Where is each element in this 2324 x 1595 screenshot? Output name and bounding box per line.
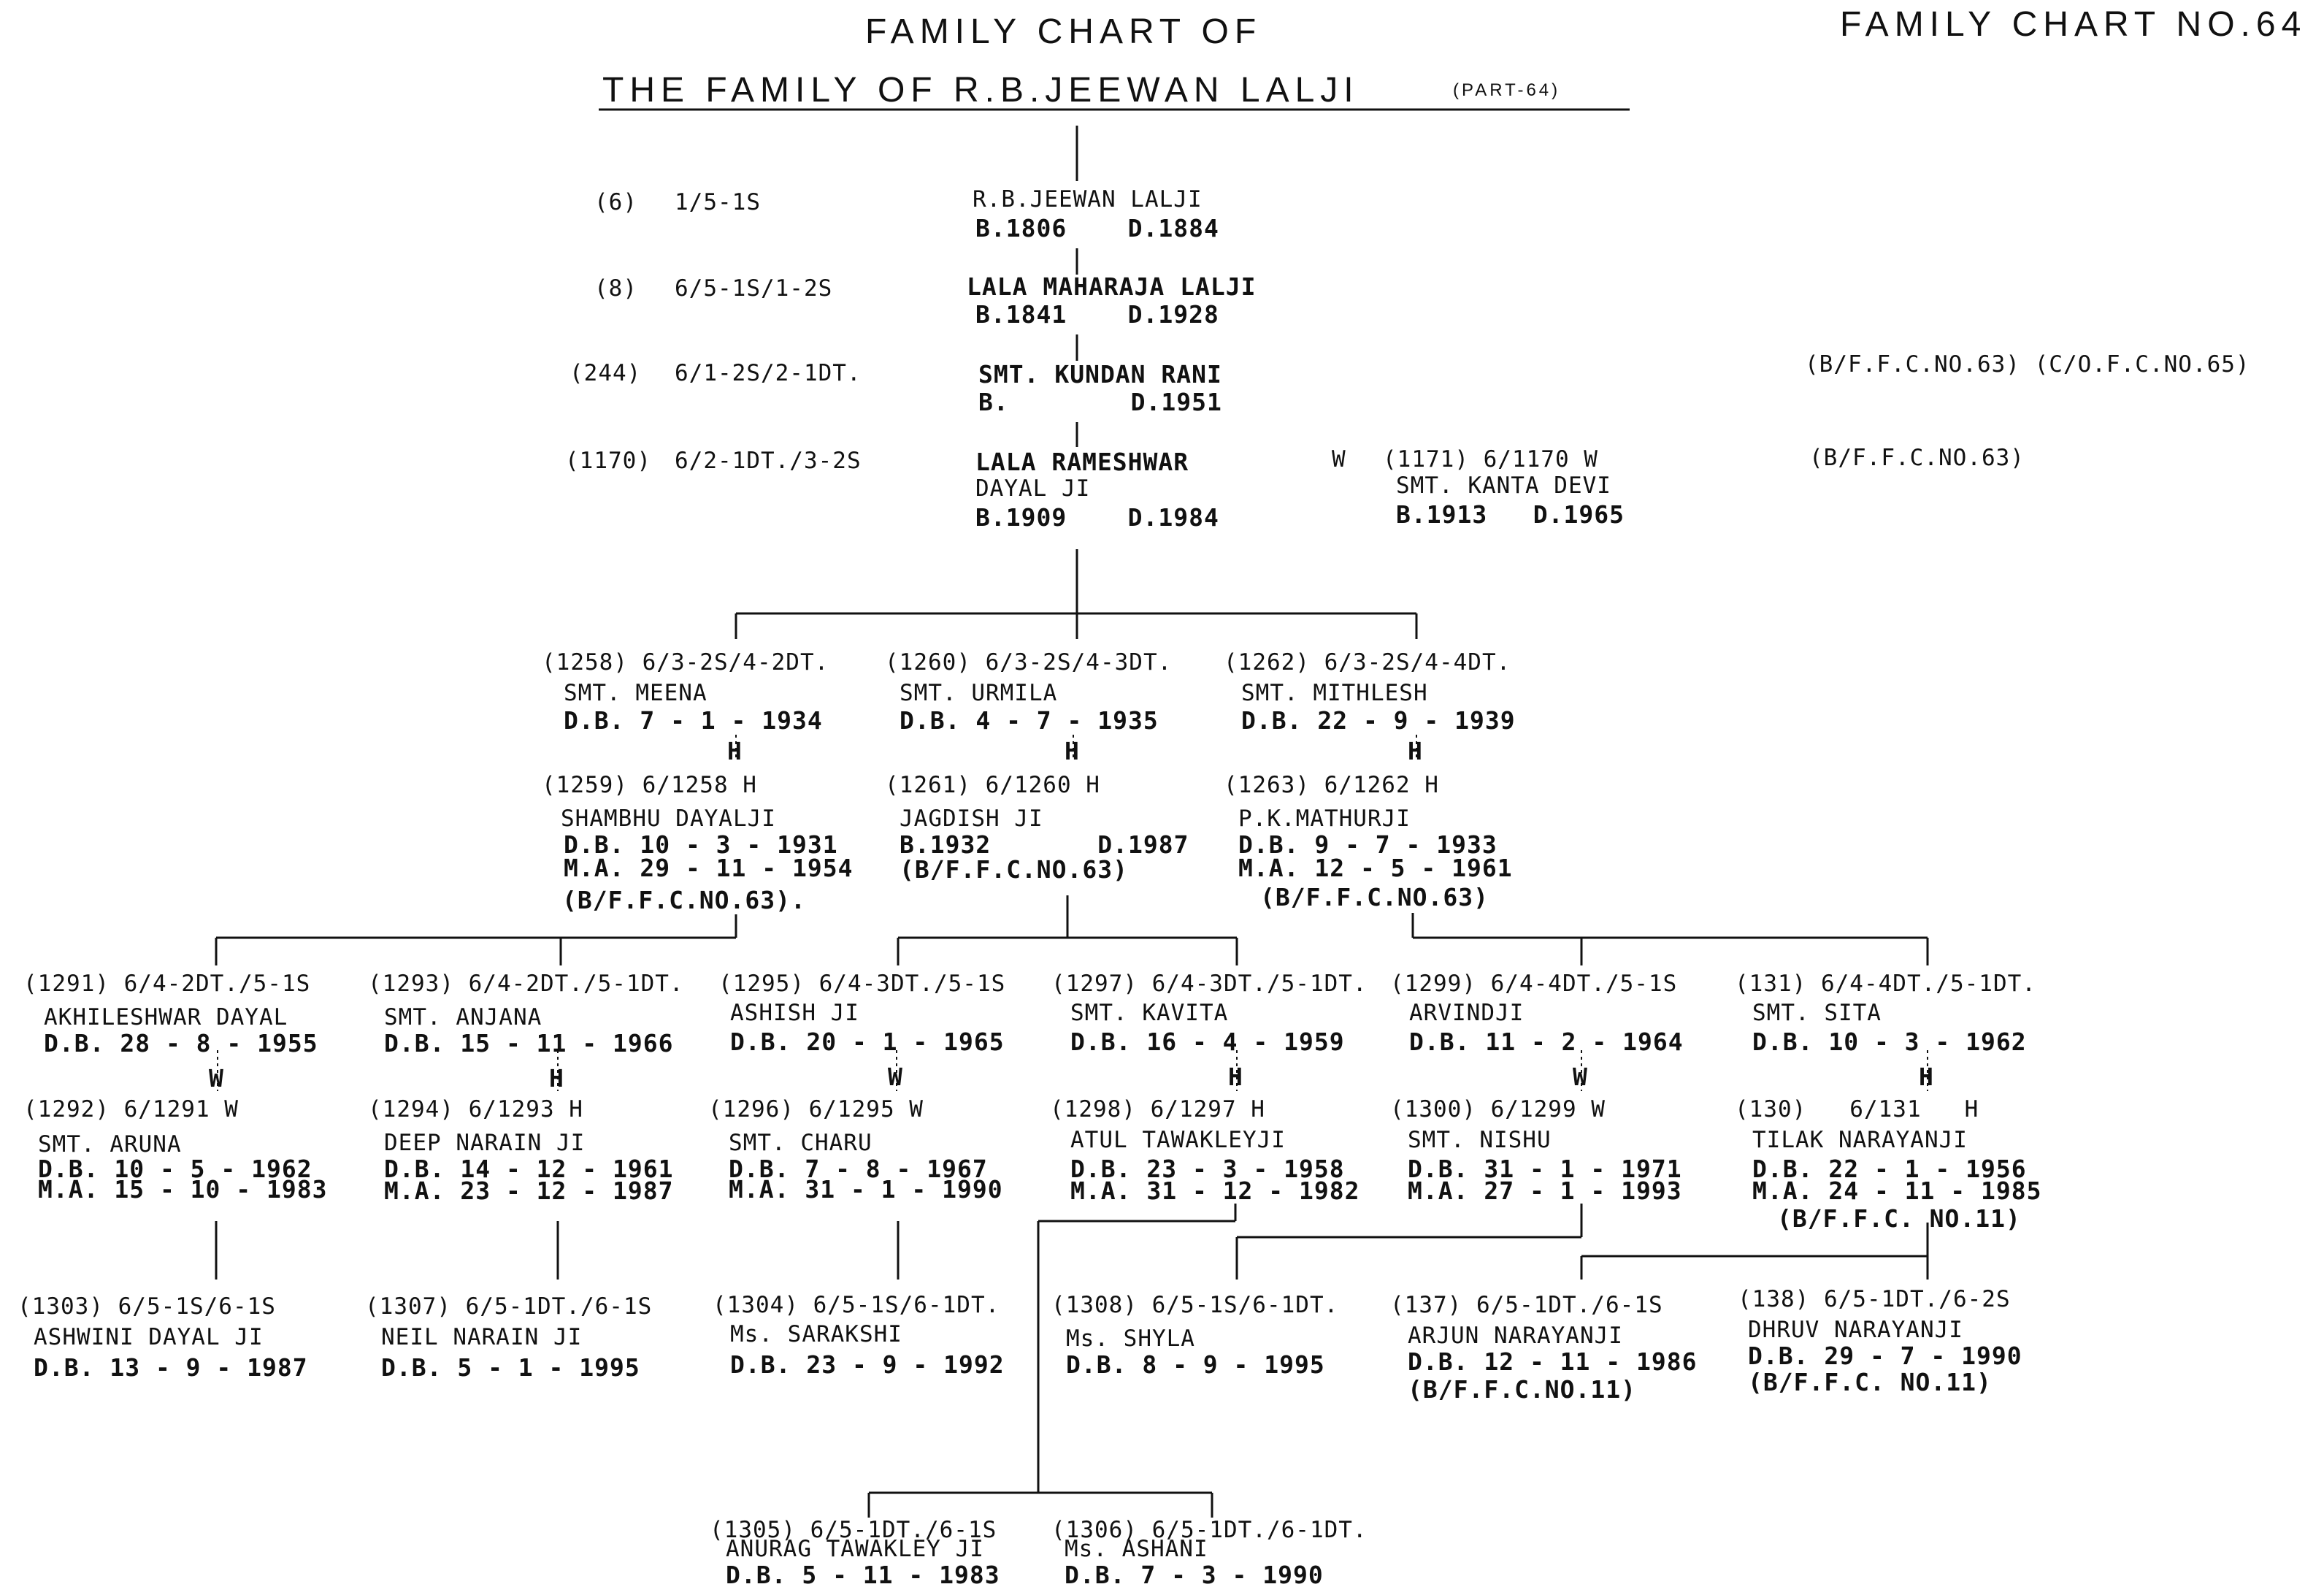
person-dob: D.B. 14 - 12 - 1961	[384, 1155, 674, 1183]
person-name: SMT. NISHU	[1408, 1127, 1552, 1153]
person-heading: (1304) 6/5-1S/6-1DT.	[713, 1292, 1000, 1318]
person-dob: D.B. 8 - 9 - 1995	[1066, 1350, 1325, 1379]
person-dob: D.B. 20 - 1 - 1965	[730, 1028, 1005, 1056]
person-heading: (1295) 6/4-3DT./5-1S	[718, 971, 1006, 997]
person-name: SHAMBHU DAYALJI	[561, 806, 776, 832]
person-name: Ms. ASHANI	[1065, 1536, 1208, 1562]
person-name: JAGDISH JI	[900, 806, 1043, 832]
person-dob: D.B. 16 - 4 - 1959	[1070, 1028, 1345, 1056]
cross-reference: (B/F.F.C. NO.11)	[1748, 1368, 1992, 1396]
person-dob: D.B. 15 - 11 - 1966	[384, 1029, 674, 1057]
person-marriage: M.A. 31 - 12 - 1982	[1070, 1177, 1360, 1205]
person-name: ARJUN NARAYANJI	[1408, 1323, 1623, 1349]
person-dates: B.1932 D.1987	[900, 830, 1189, 859]
person-dates: B.1806 D.1884	[975, 214, 1219, 242]
husband-marker: H	[1408, 737, 1423, 765]
person-dob: D.B. 23 - 3 - 1958	[1070, 1155, 1345, 1183]
person-code: 6/1-2S/2-1DT.	[675, 360, 862, 386]
person-heading: (1258) 6/3-2S/4-2DT.	[542, 649, 829, 676]
person-name: LALA MAHARAJA LALJI	[967, 272, 1257, 301]
person-heading: (137) 6/5-1DT./6-1S	[1390, 1292, 1663, 1318]
person-heading: (1308) 6/5-1S/6-1DT.	[1051, 1292, 1339, 1318]
person-heading: (130) 6/131 H	[1735, 1096, 1979, 1122]
person-name: SMT. KAVITA	[1070, 1000, 1229, 1026]
person-heading: (1260) 6/3-2S/4-3DT.	[885, 649, 1173, 676]
person-dob: D.B. 7 - 3 - 1990	[1065, 1561, 1324, 1589]
cross-reference: (B/F.F.C.NO.63)	[900, 855, 1129, 884]
cross-reference: (B/F.F.C. NO.11)	[1777, 1204, 2021, 1233]
person-heading: (1171) 6/1170 W	[1383, 446, 1598, 473]
person-name-line-2: DAYAL JI	[975, 475, 1091, 502]
person-name: Ms. SARAKSHI	[730, 1321, 902, 1347]
person-dob: D.B. 31 - 1 - 1971	[1408, 1155, 1682, 1183]
person-marriage: M.A. 24 - 11 - 1985	[1752, 1177, 2042, 1205]
person-dob: D.B. 12 - 11 - 1986	[1408, 1347, 1698, 1376]
person-name: R.B.JEEWAN LALJI	[973, 186, 1203, 213]
person-marriage: M.A. 15 - 10 - 1983	[38, 1175, 328, 1204]
person-heading: (1306) 6/5-1DT./6-1DT.	[1051, 1517, 1368, 1543]
wife-marker: W	[888, 1063, 903, 1091]
person-id: (6)	[594, 189, 637, 215]
person-name: ASHISH JI	[730, 1000, 859, 1026]
person-heading: (1300) 6/1299 W	[1390, 1096, 1606, 1122]
person-heading: (1259) 6/1258 H	[542, 772, 757, 798]
person-dates: B. D.1951	[978, 388, 1222, 416]
person-dob: D.B. 7 - 1 - 1934	[564, 706, 823, 735]
husband-marker: H	[1919, 1063, 1934, 1091]
person-heading: (131) 6/4-4DT./5-1DT.	[1735, 971, 2036, 997]
cross-reference: (B/F.F.C.NO.11)	[1408, 1375, 1637, 1404]
person-marriage: M.A. 29 - 11 - 1954	[564, 854, 854, 882]
person-dob: D.B. 29 - 7 - 1990	[1748, 1342, 2022, 1370]
person-name: LALA RAMESHWAR	[975, 448, 1189, 476]
person-id: (244)	[570, 360, 642, 386]
person-name: SMT. KUNDAN RANI	[978, 360, 1222, 389]
wife-marker: W	[209, 1064, 224, 1093]
person-name: DHRUV NARAYANJI	[1748, 1317, 1963, 1343]
husband-marker: H	[727, 737, 743, 765]
person-name: AKHILESHWAR DAYAL	[44, 1004, 288, 1030]
chart-title-line-1: FAMILY CHART OF	[865, 12, 1262, 51]
husband-marker: H	[1228, 1063, 1243, 1091]
person-code: 6/5-1S/1-2S	[675, 275, 833, 302]
person-dates: B.1909 D.1984	[975, 503, 1219, 532]
person-name: P.K.MATHURJI	[1238, 806, 1411, 832]
cross-reference: (B/F.F.C.NO.63)	[1260, 883, 1489, 911]
person-dob: D.B. 13 - 9 - 1987	[34, 1353, 308, 1382]
person-id: (8)	[594, 275, 637, 302]
person-heading: (1262) 6/3-2S/4-4DT.	[1224, 649, 1511, 676]
person-heading: (1294) 6/1293 H	[368, 1096, 583, 1122]
husband-marker: H	[549, 1064, 564, 1093]
person-code: 1/5-1S	[675, 189, 761, 215]
person-name: TILAK NARAYANJI	[1752, 1127, 1968, 1153]
person-name: SMT. CHARU	[729, 1130, 873, 1156]
person-name: SMT. ANJANA	[384, 1004, 542, 1030]
person-dob: D.B. 22 - 9 - 1939	[1241, 706, 1516, 735]
cross-reference: (B/F.F.C.NO.63) (C/O.F.C.NO.65)	[1805, 351, 2250, 378]
chart-part-label: (PART-64)	[1453, 80, 1561, 100]
person-name: SMT. MEENA	[564, 680, 707, 706]
person-heading: (1298) 6/1297 H	[1050, 1096, 1265, 1122]
person-heading: (1305) 6/5-1DT./6-1S	[710, 1517, 997, 1543]
person-name: ANURAG TAWAKLEY JI	[726, 1536, 984, 1562]
person-dob: D.B. 28 - 8 - 1955	[44, 1029, 318, 1057]
person-heading: (138) 6/5-1DT./6-2S	[1738, 1286, 2011, 1312]
person-heading: (1261) 6/1260 H	[885, 772, 1100, 798]
cross-reference: (B/F.F.C.NO.63).	[562, 886, 806, 914]
person-heading: (1296) 6/1295 W	[708, 1096, 924, 1122]
relation-marker: W	[1332, 446, 1346, 473]
person-heading: (1307) 6/5-1DT./6-1S	[365, 1293, 653, 1320]
person-name: SMT. KANTA DEVI	[1396, 473, 1611, 499]
chart-title-line-2: THE FAMILY OF R.B.JEEWAN LALJI	[602, 71, 1359, 110]
person-dob: D.B. 22 - 1 - 1956	[1752, 1155, 2027, 1183]
person-dob: D.B. 23 - 9 - 1992	[730, 1350, 1005, 1379]
person-heading: (1303) 6/5-1S/6-1S	[18, 1293, 276, 1320]
person-marriage: M.A. 27 - 1 - 1993	[1408, 1177, 1682, 1205]
person-heading: (1263) 6/1262 H	[1224, 772, 1439, 798]
person-heading: (1293) 6/4-2DT./5-1DT.	[368, 971, 684, 997]
person-id: (1170)	[565, 448, 651, 474]
person-dob: D.B. 11 - 2 - 1964	[1409, 1028, 1684, 1056]
wife-marker: W	[1573, 1063, 1588, 1091]
person-dob: D.B. 5 - 11 - 1983	[726, 1561, 1000, 1589]
husband-marker: H	[1065, 737, 1080, 765]
person-code: 6/2-1DT./3-2S	[675, 448, 862, 474]
person-heading: (1291) 6/4-2DT./5-1S	[23, 971, 311, 997]
person-name: ATUL TAWAKLEYJI	[1070, 1127, 1286, 1153]
cross-reference: (B/F.F.C.NO.63)	[1809, 445, 2025, 471]
person-name: SMT. MITHLESH	[1241, 680, 1428, 706]
person-name: NEIL NARAIN JI	[381, 1324, 583, 1350]
person-dob: D.B. 10 - 5 - 1962	[38, 1155, 312, 1183]
person-marriage: M.A. 23 - 12 - 1987	[384, 1177, 674, 1205]
person-name: SMT. ARUNA	[38, 1131, 182, 1158]
person-dates: B.1841 D.1928	[975, 300, 1219, 329]
person-name: ARVINDJI	[1409, 1000, 1525, 1026]
person-name: DEEP NARAIN JI	[384, 1130, 586, 1156]
person-dates: B.1913 D.1965	[1396, 500, 1625, 529]
person-name: SMT. SITA	[1752, 1000, 1882, 1026]
person-name: ASHWINI DAYAL JI	[34, 1324, 264, 1350]
chart-number: FAMILY CHART NO.64	[1840, 5, 2307, 44]
person-dob: D.B. 10 - 3 - 1931	[564, 830, 838, 859]
person-heading: (1292) 6/1291 W	[23, 1096, 239, 1122]
person-name: Ms. SHYLA	[1066, 1326, 1195, 1352]
person-dob: D.B. 9 - 7 - 1933	[1238, 830, 1497, 859]
person-dob: D.B. 5 - 1 - 1995	[381, 1353, 640, 1382]
person-heading: (1299) 6/4-4DT./5-1S	[1390, 971, 1678, 997]
person-dob: D.B. 7 - 8 - 1967	[729, 1155, 988, 1183]
person-marriage: M.A. 12 - 5 - 1961	[1238, 854, 1513, 882]
person-marriage: M.A. 31 - 1 - 1990	[729, 1175, 1003, 1204]
person-dob: D.B. 10 - 3 - 1962	[1752, 1028, 2027, 1056]
person-dob: D.B. 4 - 7 - 1935	[900, 706, 1159, 735]
person-name: SMT. URMILA	[900, 680, 1058, 706]
person-heading: (1297) 6/4-3DT./5-1DT.	[1051, 971, 1368, 997]
